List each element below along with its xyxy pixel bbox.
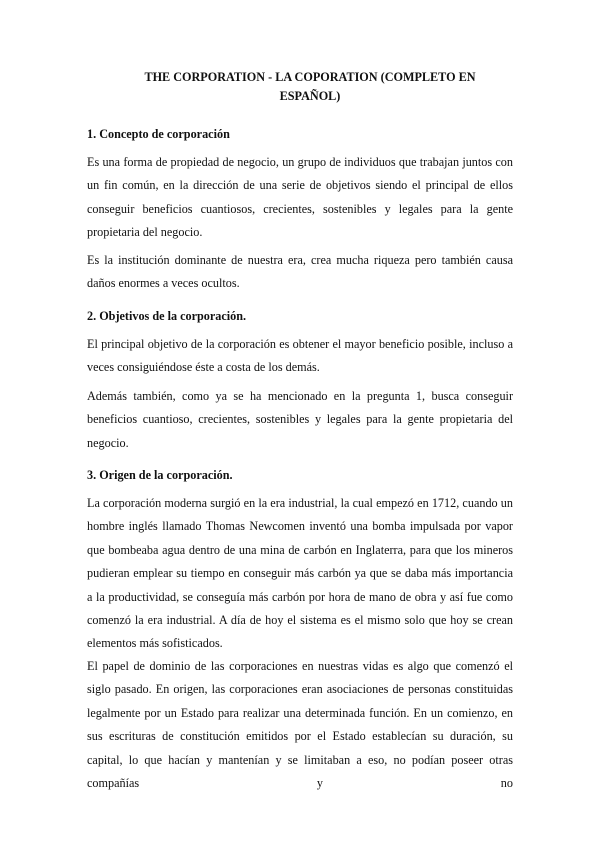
paragraph: El principal objetivo de la corporación es obtener el mayor beneficio posible, incluso a veces consiguiéndose éste a costa de los demás. <box>87 337 513 375</box>
document-title: THE CORPORATION - LA COPORATION (COMPLETO EN ESPAÑOL) <box>144 70 476 103</box>
paragraph: Es la institución dominante de nuestra era, crea mucha riqueza pero también causa daños enormes a veces ocultos. <box>87 253 513 291</box>
paragraph: Es una forma de propiedad de negocio, un grupo de individuos que trabajan juntos con un fin común, en la dirección de una serie de objetivos siendo el principal de ellos conseguir beneficios cuantiosos, crecientes, sostenibles y legales para la gente propietaria del negocio. <box>87 155 513 240</box>
paragraph: El papel de dominio de las corporaciones en nuestras vidas es algo que comenzó el siglo pasado. En origen, las corporaciones eran asociaciones de personas constituidas legalmente por un Estado para realizar una determinada función. En un comienzo, en sus escrituras de constitución emitidos por el Estado establecían su duración, su capital, lo que hacían y mantenían y se limitaban a eso, no podían poseer otras compañías y no <box>87 659 513 791</box>
section-heading-concepto: 1. Concepto de corporación <box>87 127 230 141</box>
paragraph: La corporación moderna surgió en la era industrial, la cual empezó en 1712, cuando un hombre inglés llamado Thomas Newcomen inventó una bomba impulsada por vapor que bombeaba agua dentro de una mina de carbón en Inglaterra, para que los mineros pudieran emplear su tiempo en conseguir más carbón ya que se daba más importancia a la productividad, se conseguía más carbón por hora de mano de obra y así fue como comenzó la era industrial. A día de hoy el sistema es el mismo solo que hoy se crean elementos más sofisticados. <box>87 496 513 651</box>
paragraph: Además también, como ya se ha mencionado en la pregunta 1, busca conseguir beneficios cuantioso, crecientes, sostenibles y legales para la gente propietaria del negocio. <box>87 389 513 450</box>
section-heading-objetivos: 2. Objetivos de la corporación. <box>87 309 247 323</box>
section-heading-origen: 3. Origen de la corporación. <box>87 468 233 482</box>
